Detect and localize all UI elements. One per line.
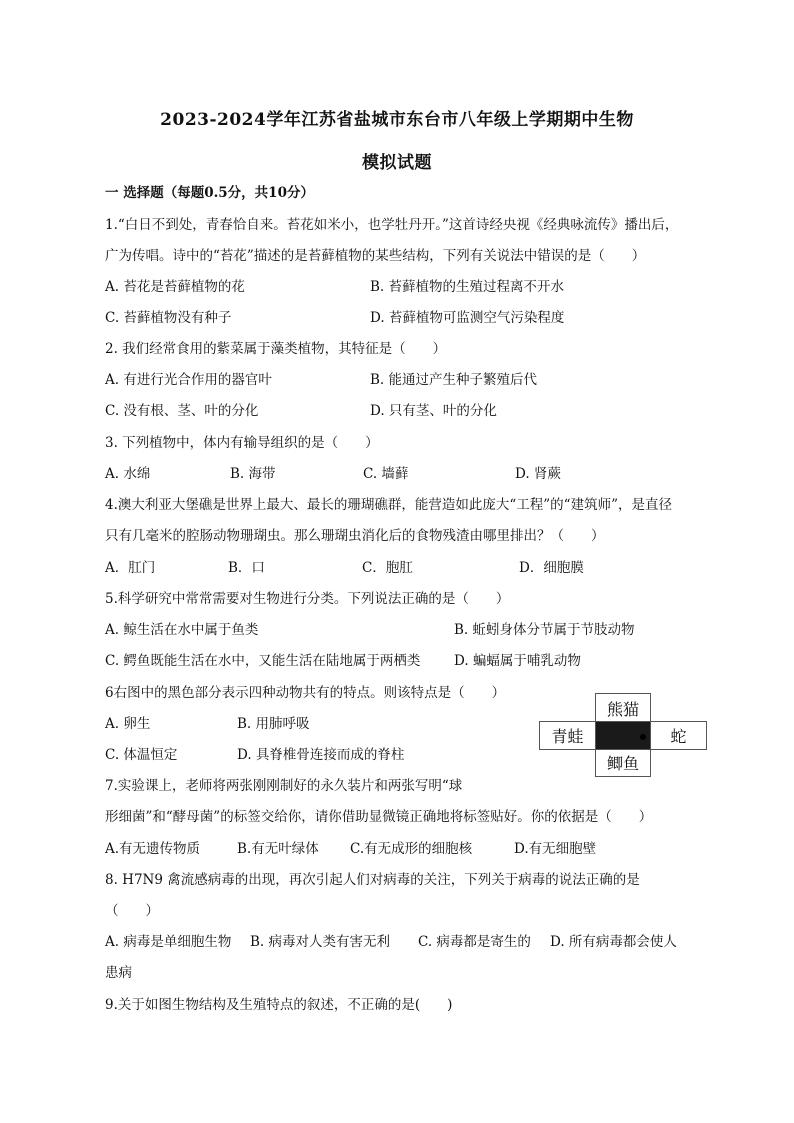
q7-option-a: A.有无遗传物质 (105, 841, 201, 857)
q2-option-b: B. 能通过产生种子繁殖后代 (370, 372, 538, 388)
q1-stem-line2: 广为传唱。诗中的“苔花”描述的是苔藓植物的某些结构，下列有关说法中错误的是（ ） (105, 248, 646, 264)
q4-stem-line1: 4.澳大利亚大堡礁是世界上最大、最长的珊瑚礁群，能营造如此庞大“工程”的“建筑师”，是直径 (105, 497, 672, 513)
q8-stem-line1: 8. H7N9 禽流感病毒的出现，再次引起人们对病毒的关注，下列关于病毒的说法正确的是 (105, 872, 640, 888)
q6-stem: 6右图中的黑色部分表示四种动物共有的特点。则该特点是（ ） (105, 685, 506, 701)
doc-title-line1: 2023-2024学年江苏省盐城市东台市八年级上学期期中生物 (160, 110, 634, 130)
q7-stem-line1: 7.实验课上，老师将两张刚刚制好的永久装片和两张写明“球 (105, 778, 463, 794)
q3-option-a: A. 水绵 (105, 466, 151, 482)
q6-option-c: C. 体温恒定 (105, 747, 178, 763)
q6-option-b: B. 用肺呼吸 (237, 716, 310, 732)
doc-title-line2: 模拟试题 (362, 153, 432, 173)
q8-option-d-continued: 患病 (105, 965, 132, 981)
q7-stem-line2: 形细菌”和“酵母菌”的标签交给你，请你借助显微镜正确地将标签贴好。你的依据是（ ） (105, 809, 653, 825)
grid-cell-bottom: 鲫鱼 (595, 749, 651, 777)
grid-cell-left: 青蛙 (539, 721, 596, 750)
grid-dot-mark (640, 734, 646, 740)
q6-option-d: D. 具脊椎骨连接而成的脊柱 (237, 747, 405, 763)
q4-option-a: A．肛门 (105, 560, 156, 576)
q3-option-b: B. 海带 (230, 466, 276, 482)
q8-option-a: A. 病毒是单细胞生物 (105, 934, 232, 950)
grid-cell-right: 蛇 (650, 721, 707, 750)
q4-option-b: B．口 (228, 560, 265, 576)
q7-option-d: D.有无细胞壁 (514, 841, 597, 857)
q2-option-a: A. 有进行光合作用的器官叶 (105, 372, 272, 388)
q7-option-c: C.有无成形的细胞核 (350, 841, 473, 857)
q9-stem: 9.关于如图生物结构及生殖特点的叙述，不正确的是( ) (105, 997, 453, 1013)
q5-option-d: D. 蝙蝠属于哺乳动物 (454, 653, 581, 669)
q5-stem: 5.科学研究中常常需要对生物进行分类。下列说法正确的是（ ） (105, 591, 510, 607)
section-heading: 一 选择题（每题0.5分，共10分） (105, 185, 314, 201)
q8-option-c: C. 病毒都是寄生的 (418, 934, 531, 950)
q1-stem-line1: 1.“白日不到处，青春恰自来。苔花如米小，也学牡丹开。”这首诗经央视《经典咏流传》播出后， (105, 217, 679, 233)
q8-option-d: D. 所有病毒都会使人 (550, 934, 677, 950)
q8-stem-line2: （ ） (105, 903, 159, 919)
q4-option-c: C．胞肛 (362, 560, 413, 576)
q6-option-a: A. 卵生 (105, 716, 151, 732)
q5-option-a: A. 鲸生活在水中属于鱼类 (105, 622, 259, 638)
q1-option-b: B. 苔藓植物的生殖过程离不开水 (370, 279, 565, 295)
q3-option-d: D. 肾蕨 (515, 466, 561, 482)
animal-classification-grid (539, 693, 707, 777)
q4-option-d: D．细胞膜 (519, 560, 584, 576)
q3-option-c: C. 墙藓 (363, 466, 409, 482)
q1-option-c: C. 苔藓植物没有种子 (105, 310, 232, 326)
q1-option-d: D. 苔藓植物可监测空气污染程度 (370, 310, 565, 326)
q5-option-b: B. 蚯蚓身体分节属于节肢动物 (454, 622, 635, 638)
q2-option-c: C. 没有根、茎、叶的分化 (105, 403, 259, 419)
grid-cell-top: 熊猫 (595, 693, 651, 722)
q7-option-b: B.有无叶绿体 (237, 841, 319, 857)
q4-stem-line2: 只有几毫米的腔肠动物珊瑚虫。那么珊瑚虫消化后的食物残渣由哪里排出？（ ） (105, 528, 605, 544)
q2-stem: 2. 我们经常食用的紫菜属于藻类植物，其特征是（ ） (105, 341, 447, 357)
q1-option-a: A. 苔花是苔藓植物的花 (105, 279, 245, 295)
q3-stem: 3. 下列植物中，体内有输导组织的是（ ） (105, 435, 379, 451)
q5-option-c: C. 鳄鱼既能生活在水中，又能生活在陆地属于两栖类 (105, 653, 421, 669)
q2-option-d: D. 只有茎、叶的分化 (370, 403, 497, 419)
q8-option-b: B. 病毒对人类有害无利 (250, 934, 391, 950)
